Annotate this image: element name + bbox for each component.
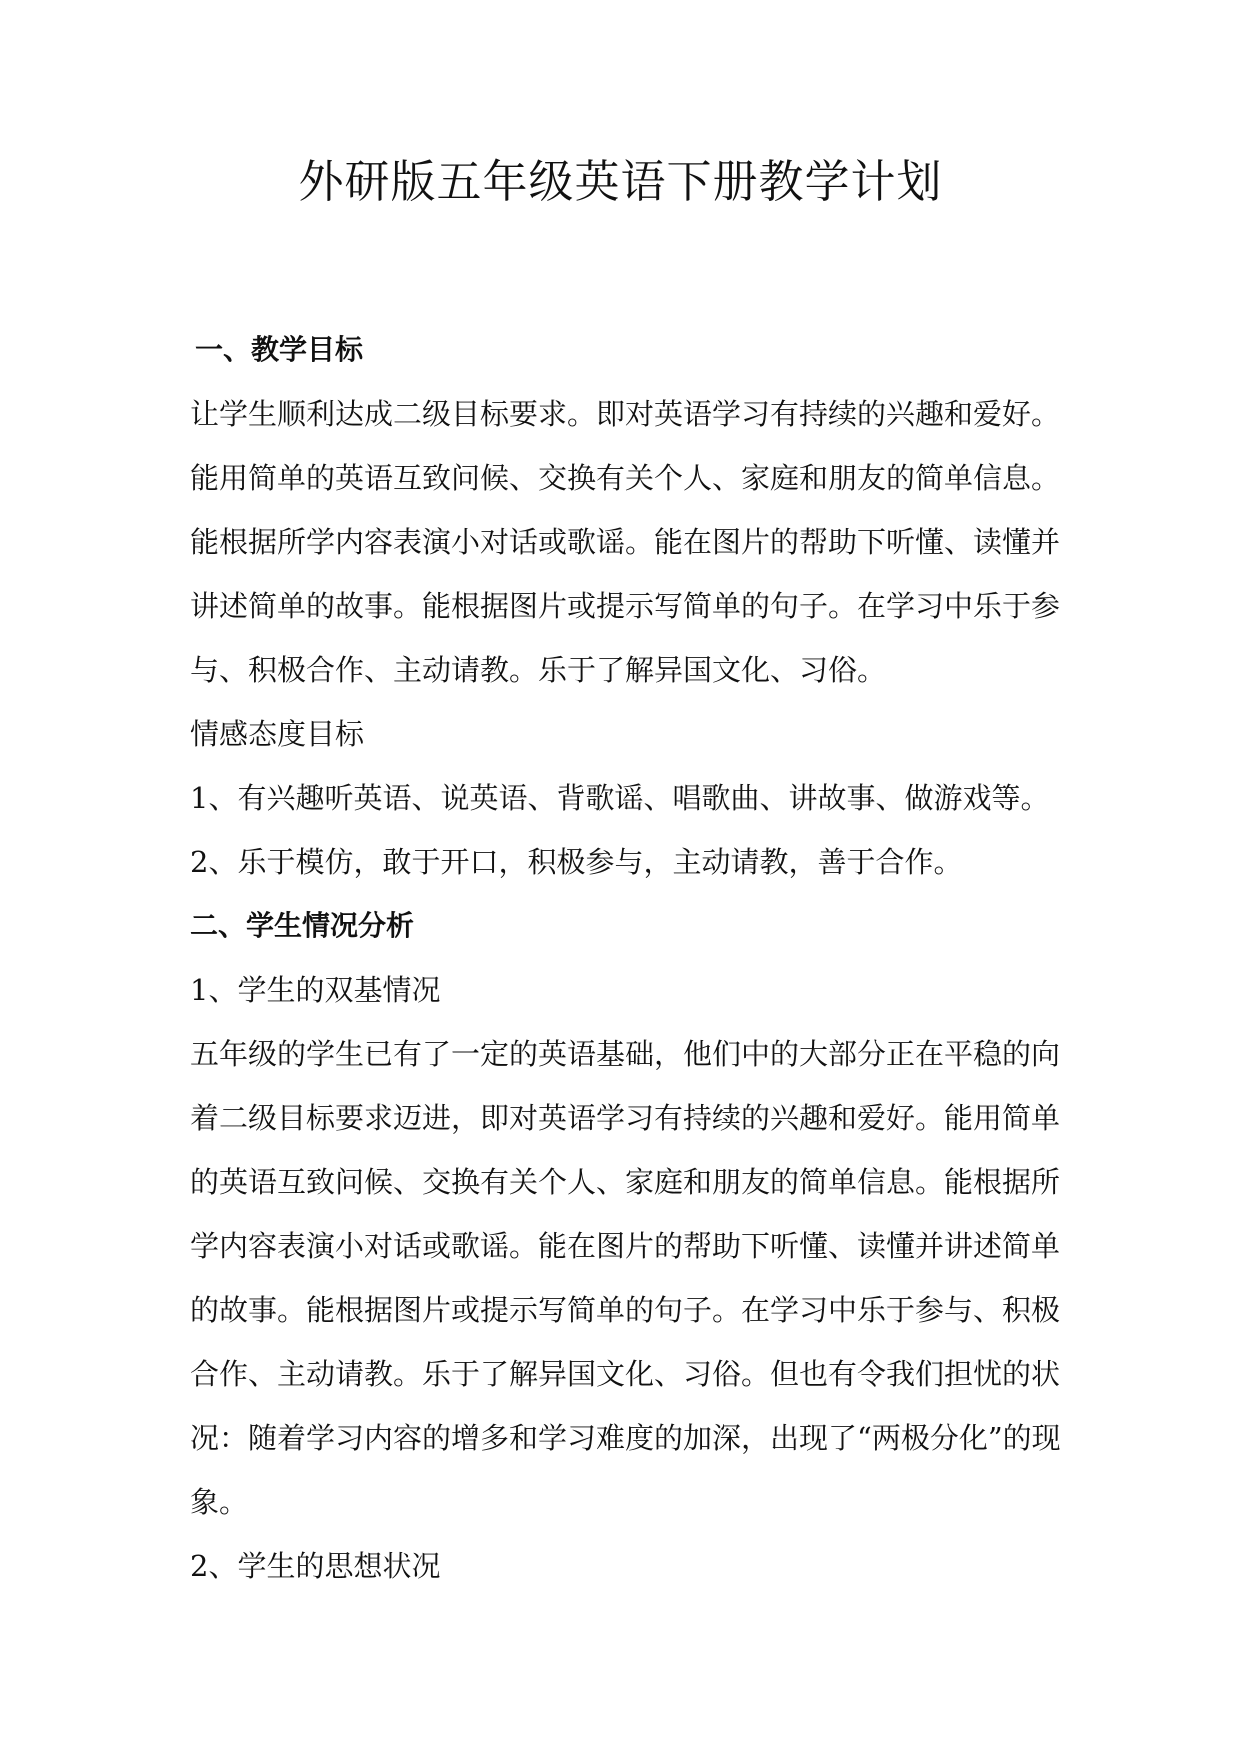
paragraph-line: 学内容表演小对话或歌谣。能在图片的帮助下听懂、读懂并讲述简单 [190, 1229, 1061, 1263]
paragraph-line: 能用简单的英语互致问候、交换有关个人、家庭和朋友的简单信息。 [190, 461, 1061, 495]
paragraph-line: 的英语互致问候、交换有关个人、家庭和朋友的简单信息。能根据所 [190, 1165, 1061, 1199]
section-heading-student-analysis: 二、学生情况分析 [190, 909, 415, 942]
paragraph-line: 的故事。能根据图片或提示写简单的句子。在学习中乐于参与、积极 [190, 1293, 1061, 1327]
section-heading-teaching-goals: 一、教学目标 [195, 333, 364, 366]
paragraph-line: 象。 [190, 1485, 249, 1519]
paragraph-line: 着二级目标要求迈进，即对英语学习有持续的兴趣和爱好。能用简单 [190, 1101, 1061, 1135]
paragraph-line: 让学生顺利达成二级目标要求。即对英语学习有持续的兴趣和爱好。 [190, 397, 1061, 431]
list-item: 2、乐于模仿，敢于开口，积极参与，主动请教，善于合作。 [190, 845, 963, 879]
list-item: 1、学生的双基情况 [190, 973, 441, 1007]
paragraph-line: 五年级的学生已有了一定的英语基础，他们中的大部分正在平稳的向 [190, 1037, 1061, 1071]
paragraph-line: 与、积极合作、主动请教。乐于了解异国文化、习俗。 [190, 653, 887, 687]
paragraph-line: 能根据所学内容表演小对话或歌谣。能在图片的帮助下听懂、读懂并 [190, 525, 1061, 559]
document-title: 外研版五年级英语下册教学计划 [298, 155, 943, 208]
paragraph-line: 合作、主动请教。乐于了解异国文化、习俗。但也有令我们担忧的状 [190, 1357, 1061, 1391]
document-body [190, 318, 1061, 1598]
subheading-emotional-goals: 情感态度目标 [190, 717, 365, 751]
list-item: 2、学生的思想状况 [190, 1549, 441, 1583]
list-item: 1、有兴趣听英语、说英语、背歌谣、唱歌曲、讲故事、做游戏等。 [190, 781, 1050, 815]
paragraph-line: 讲述简单的故事。能根据图片或提示写简单的句子。在学习中乐于参 [190, 589, 1061, 623]
paragraph-line: 况：随着学习内容的增多和学习难度的加深，出现了“两极分化”的现 [190, 1421, 1061, 1455]
